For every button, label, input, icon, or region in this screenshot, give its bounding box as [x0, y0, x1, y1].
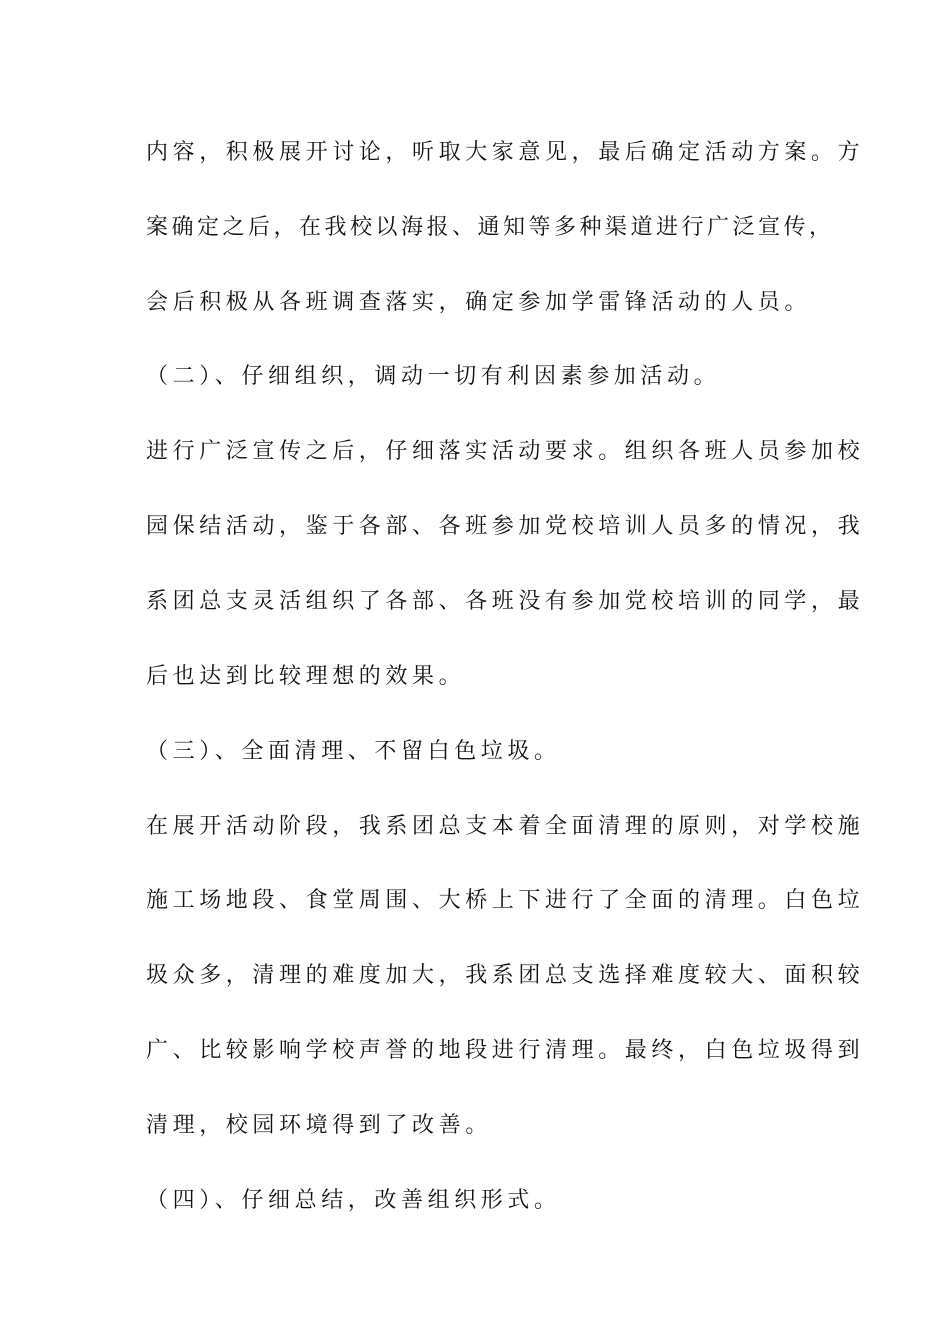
paragraph-line: 会后积极从各班调查落实，确定参加学雷锋活动的人员。 — [146, 290, 812, 315]
paragraph-line: 清理，校园环境得到了改善。 — [146, 1113, 492, 1138]
paragraph-line: 系团总支灵活组织了各部、各班没有参加党校培训的同学，最 — [146, 589, 865, 614]
section-heading: （二）、仔细组织，调动一切有利因素参加活动。 — [146, 364, 721, 389]
paragraph-line: 进行广泛宣传之后，仔细落实活动要求。组织各班人员参加校 — [146, 439, 865, 464]
paragraph-line: 圾众多，清理的难度加大，我系团总支选择难度较大、面积较 — [146, 963, 865, 988]
paragraph-line: 施工场地段、食堂周围、大桥上下进行了全面的清理。白色垃 — [146, 888, 865, 913]
paragraph-line: 案确定之后，在我校以海报、通知等多种渠道进行广泛宣传， — [146, 215, 835, 240]
paragraph-line: 后也达到比较理想的效果。 — [146, 664, 466, 689]
paragraph-line: 在展开活动阶段，我系团总支本着全面清理的原则，对学校施 — [146, 814, 865, 839]
paragraph-line: 广、比较影响学校声誉的地段进行清理。最终，白色垃圾得到 — [146, 1038, 865, 1063]
paragraph-line: 园保结活动，鉴于各部、各班参加党校培训人员多的情况，我 — [146, 514, 865, 539]
paragraph-line: 内容，积极展开讨论，听取大家意见，最后确定活动方案。方 — [146, 140, 865, 165]
section-heading: （四）、仔细总结，改善组织形式。 — [146, 1188, 561, 1213]
section-heading: （三）、全面清理、不留白色垃圾。 — [146, 739, 561, 764]
